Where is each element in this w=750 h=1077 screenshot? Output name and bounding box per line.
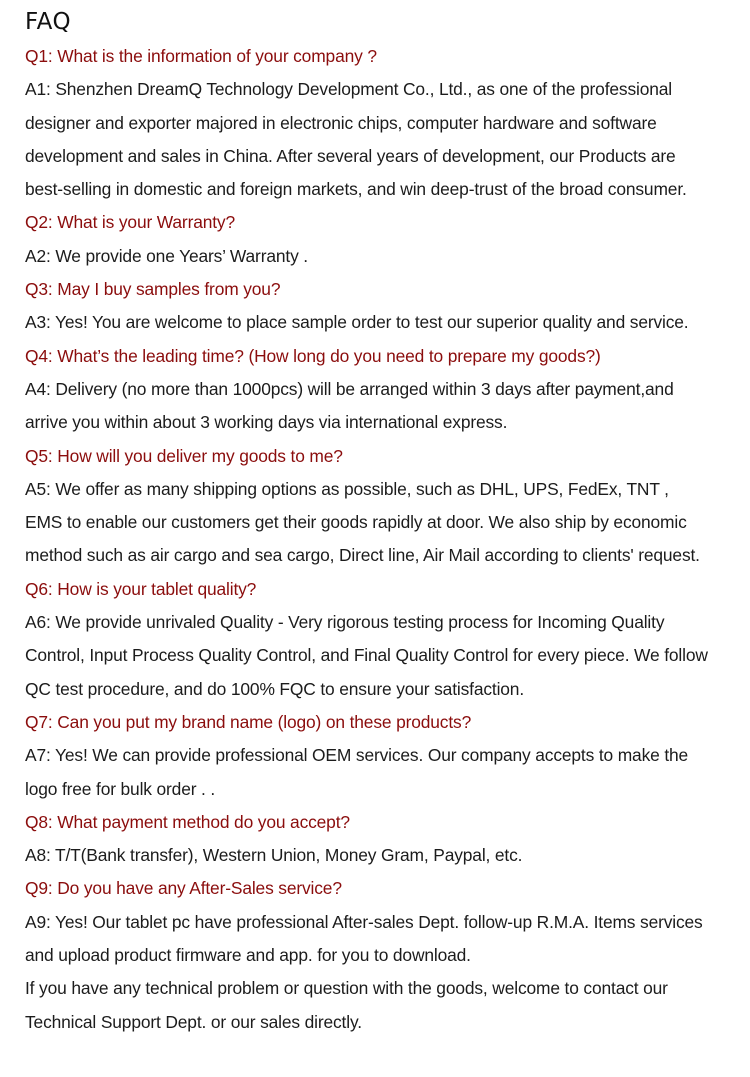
faq-answer-line: A6: We provide unrivaled Quality - Very rigorous testing process for Incoming Quality xyxy=(25,612,665,633)
faq-question: Q6: How is your tablet quality? xyxy=(25,578,257,599)
faq-answer-line: EMS to enable our customers get their goods rapidly at door. We also ship by economic xyxy=(25,512,687,533)
faq-answer-line: logo free for bulk order . . xyxy=(25,778,216,799)
page-title: FAQ xyxy=(25,9,72,35)
faq-answer-line: development and sales in China. After several years of development, our Products are xyxy=(25,145,676,166)
faq-question: Q4: What’s the leading time? (How long do you need to prepare my goods?) xyxy=(25,345,601,366)
faq-answer-line: If you have any technical problem or question with the goods, welcome to contact our xyxy=(25,978,668,999)
faq-answer-line: A8: T/T(Bank transfer), Western Union, Money Gram, Paypal, etc. xyxy=(25,845,523,866)
faq-answer-line: A7: Yes! We can provide professional OEM services. Our company accepts to make the xyxy=(25,745,689,766)
faq-question: Q2: What is your Warranty? xyxy=(25,212,236,233)
faq-answer-line: A4: Delivery (no more than 1000pcs) will be arranged within 3 days after payment,and xyxy=(25,378,674,399)
faq-answer-line: A9: Yes! Our tablet pc have professional After-sales Dept. follow-up R.M.A. Items services xyxy=(25,911,703,932)
faq-answer-line: best-selling in domestic and foreign markets, and win deep-trust of the broad consumer. xyxy=(25,179,687,200)
faq-answer-line: Control, Input Process Quality Control, and Final Quality Control for every piece. We follow xyxy=(25,645,708,666)
faq-question: Q5: How will you deliver my goods to me? xyxy=(25,445,343,466)
faq-item xyxy=(25,206,740,273)
faq-answer-line: arrive you within about 3 working days via international express. xyxy=(25,412,508,433)
faq-answer-line: and upload product firmware and app. for you to download. xyxy=(25,945,471,966)
faq-question: Q8: What payment method do you accept? xyxy=(25,811,350,832)
faq-answer-line: method such as air cargo and sea cargo, Direct line, Air Mail according to clients' request. xyxy=(25,545,700,566)
faq-item xyxy=(25,872,740,1038)
faq-item xyxy=(25,273,740,340)
faq-answer-line: A5: We offer as many shipping options as possible, such as DHL, UPS, FedEx, TNT , xyxy=(25,478,669,499)
faq-list xyxy=(25,40,740,1039)
faq-answer-line: Technical Support Dept. or our sales directly. xyxy=(25,1011,362,1032)
faq-question: Q3: May I buy samples from you? xyxy=(25,279,281,300)
faq-question: Q9: Do you have any After-Sales service? xyxy=(25,878,342,899)
faq-answer-line: designer and exporter majored in electronic chips, computer hardware and software xyxy=(25,112,657,133)
faq-answer-line: A3: Yes! You are welcome to place sample order to test our superior quality and service. xyxy=(25,312,689,333)
faq-item xyxy=(25,706,740,806)
faq-answer-line: A1: Shenzhen DreamQ Technology Development Co., Ltd., as one of the professional xyxy=(25,79,672,100)
faq-item xyxy=(25,40,740,206)
faq-answer-line: A2: We provide one Years’ Warranty . xyxy=(25,245,308,266)
faq-item xyxy=(25,440,740,573)
faq-item xyxy=(25,573,740,706)
faq-answer-line: QC test procedure, and do 100% FQC to ensure your satisfaction. xyxy=(25,678,525,699)
faq-question: Q7: Can you put my brand name (logo) on these products? xyxy=(25,711,472,732)
faq-item xyxy=(25,340,740,440)
faq-question: Q1: What is the information of your company ? xyxy=(25,46,377,66)
faq-item xyxy=(25,806,740,873)
faq-page xyxy=(25,0,740,1039)
